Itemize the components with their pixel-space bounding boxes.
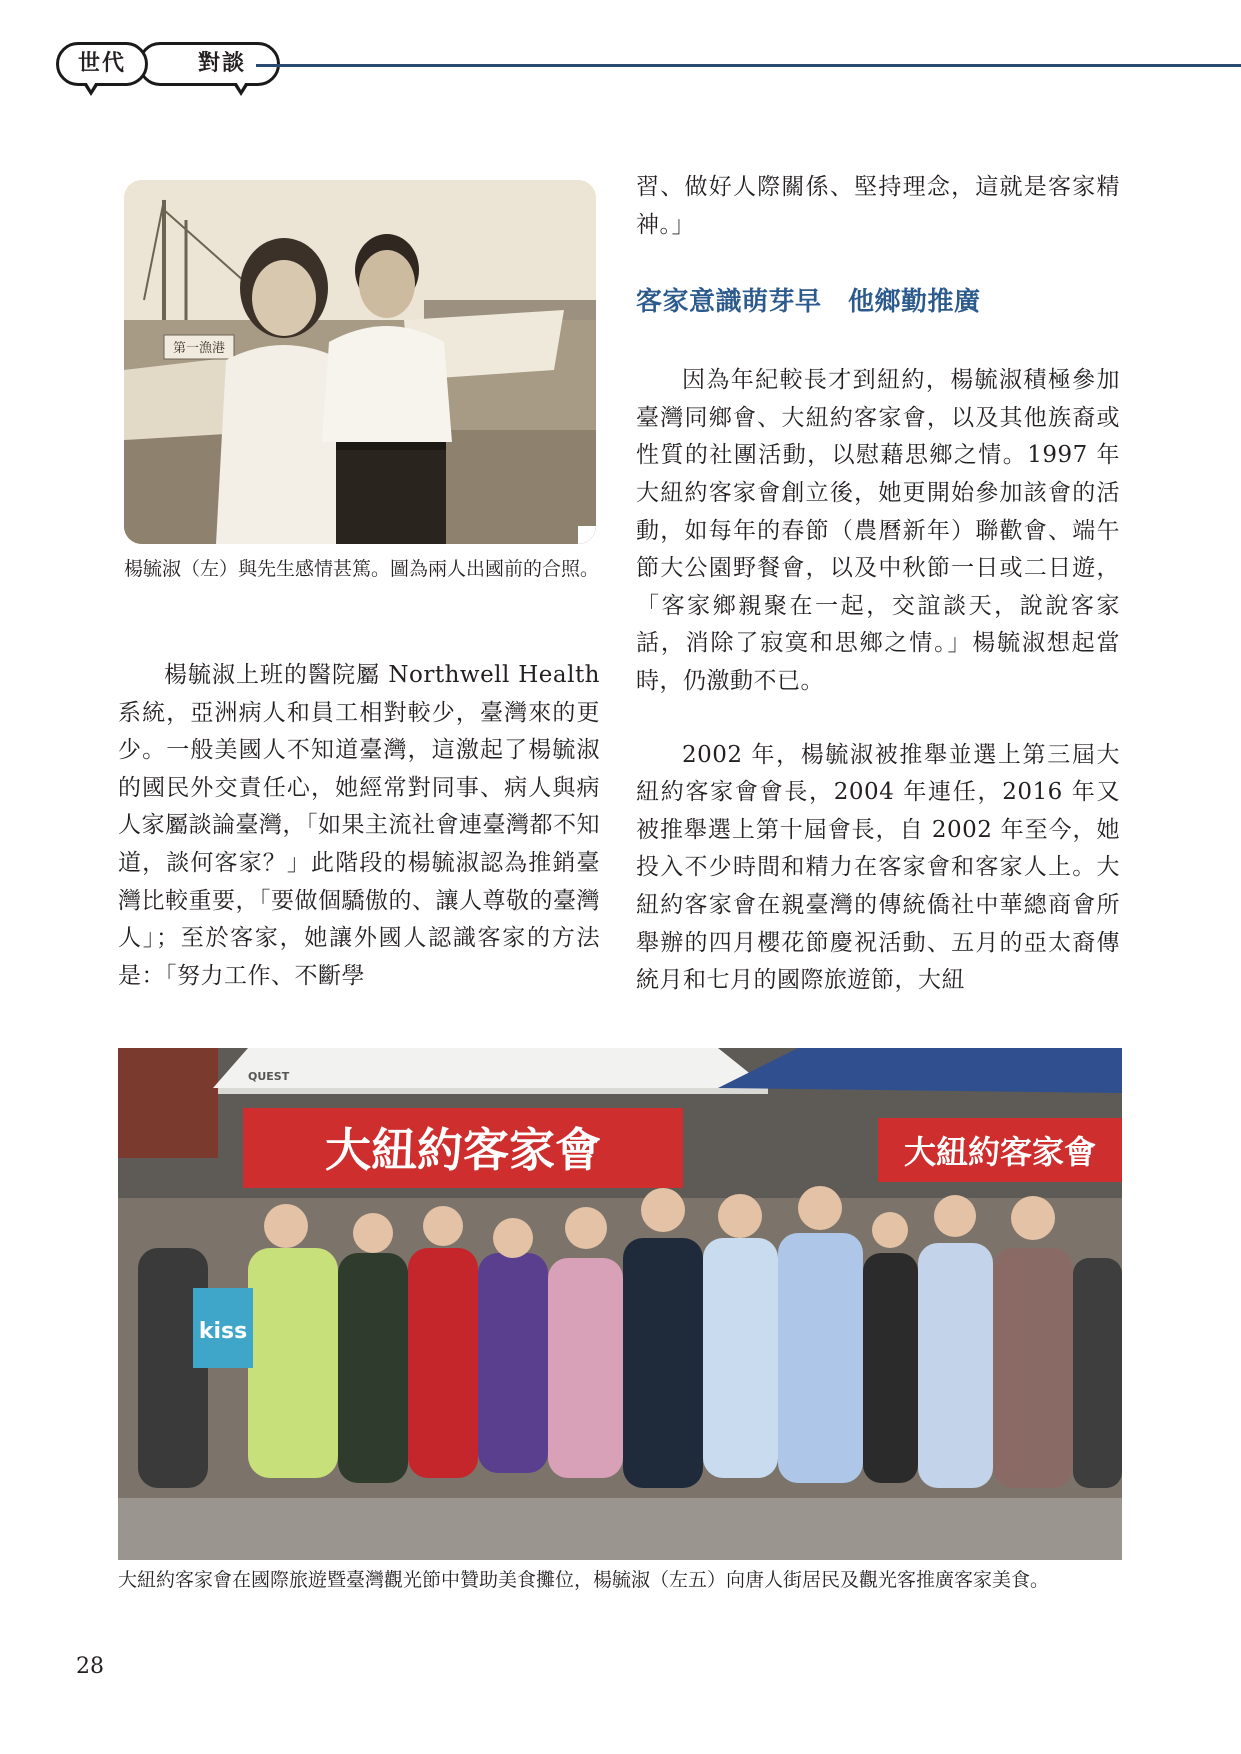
section-tag-generation: 世代	[56, 42, 148, 86]
header-rule	[256, 64, 1241, 67]
left-column	[118, 657, 600, 995]
right-paragraph-1: 因為年紀較長才到紐約，楊毓淑積極參加臺灣同鄉會、大紐約客家會，以及其他族裔或性質的社團活動，以慰藉思鄉之情。1997 年大紐約客家會創立後，她更開始參加該會的活動，如每年的春節（農曆新年）聯歡會、端午節大公園野餐會，以及中秋節一日或二日遊，「客家鄉親聚在一起，交誼談天，說說客家話，消除了寂寞和思鄉之情。」楊毓淑想起當時，仍激動不已。	[636, 367, 1120, 694]
people	[138, 1233, 1122, 1488]
photo2-caption: 大紐約客家會在國際旅遊暨臺灣觀光節中贊助美食攤位，楊毓淑（左五）向唐人街居民及觀光客推廣客家美食。	[118, 1569, 1050, 1591]
page-number: 28	[76, 1654, 104, 1679]
right-continuation: 習、做好人際關係、堅持理念，這就是客家精神。」	[636, 174, 1120, 238]
left-paragraph: 楊毓淑上班的醫院屬 Northwell Health 系統，亞洲病人和員工相對較少，臺灣來的更少。一般美國人不知道臺灣，這激起了楊毓淑的國民外交責任心，她經常對同事、病人與病人家屬談論臺灣，「如果主流社會連臺灣都不知道，談何客家？」此階段的楊毓淑認為推銷臺灣比較重要，「要做個驕傲的、讓人尊敬的臺灣人」；至於客家，她讓外國人認識客家的方法是：「努力工作、不斷學	[118, 662, 600, 989]
couple-photo	[124, 180, 596, 544]
group-photo-illustration	[118, 1048, 1122, 1560]
page-header	[56, 42, 1241, 102]
section-tag-dialogue: 對談	[138, 42, 280, 86]
section-heading: 客家意識萌芽早 他鄉勤推廣	[636, 287, 981, 318]
tent-brand: QUEST	[248, 1070, 290, 1083]
banner-right: 大紐約客家會	[903, 1133, 1097, 1171]
group-photo	[118, 1048, 1122, 1560]
boat-sign: 第一漁港	[172, 341, 226, 356]
couple-photo-illustration	[124, 180, 596, 544]
banner-left: 大紐約客家會	[325, 1123, 601, 1177]
photo1-caption: 楊毓淑（左）與先生感情甚篤。圖為兩人出國前的合照。	[124, 558, 600, 580]
right-column	[636, 169, 1120, 1000]
bag-text: kiss	[198, 1319, 248, 1344]
right-paragraph-2: 2002 年，楊毓淑被推舉並選上第三屆大紐約客家會會長，2004 年連任，2016 年又被推舉選上第十屆會長，自 2002 年至今，她投入不少時間和精力在客家會和客家人上。大紐約客家會在親臺灣的傳統僑社中華總商會所舉辦的四月櫻花節慶祝活動、五月的亞太裔傳統月和七月的國際旅遊節，大紐	[636, 741, 1120, 994]
